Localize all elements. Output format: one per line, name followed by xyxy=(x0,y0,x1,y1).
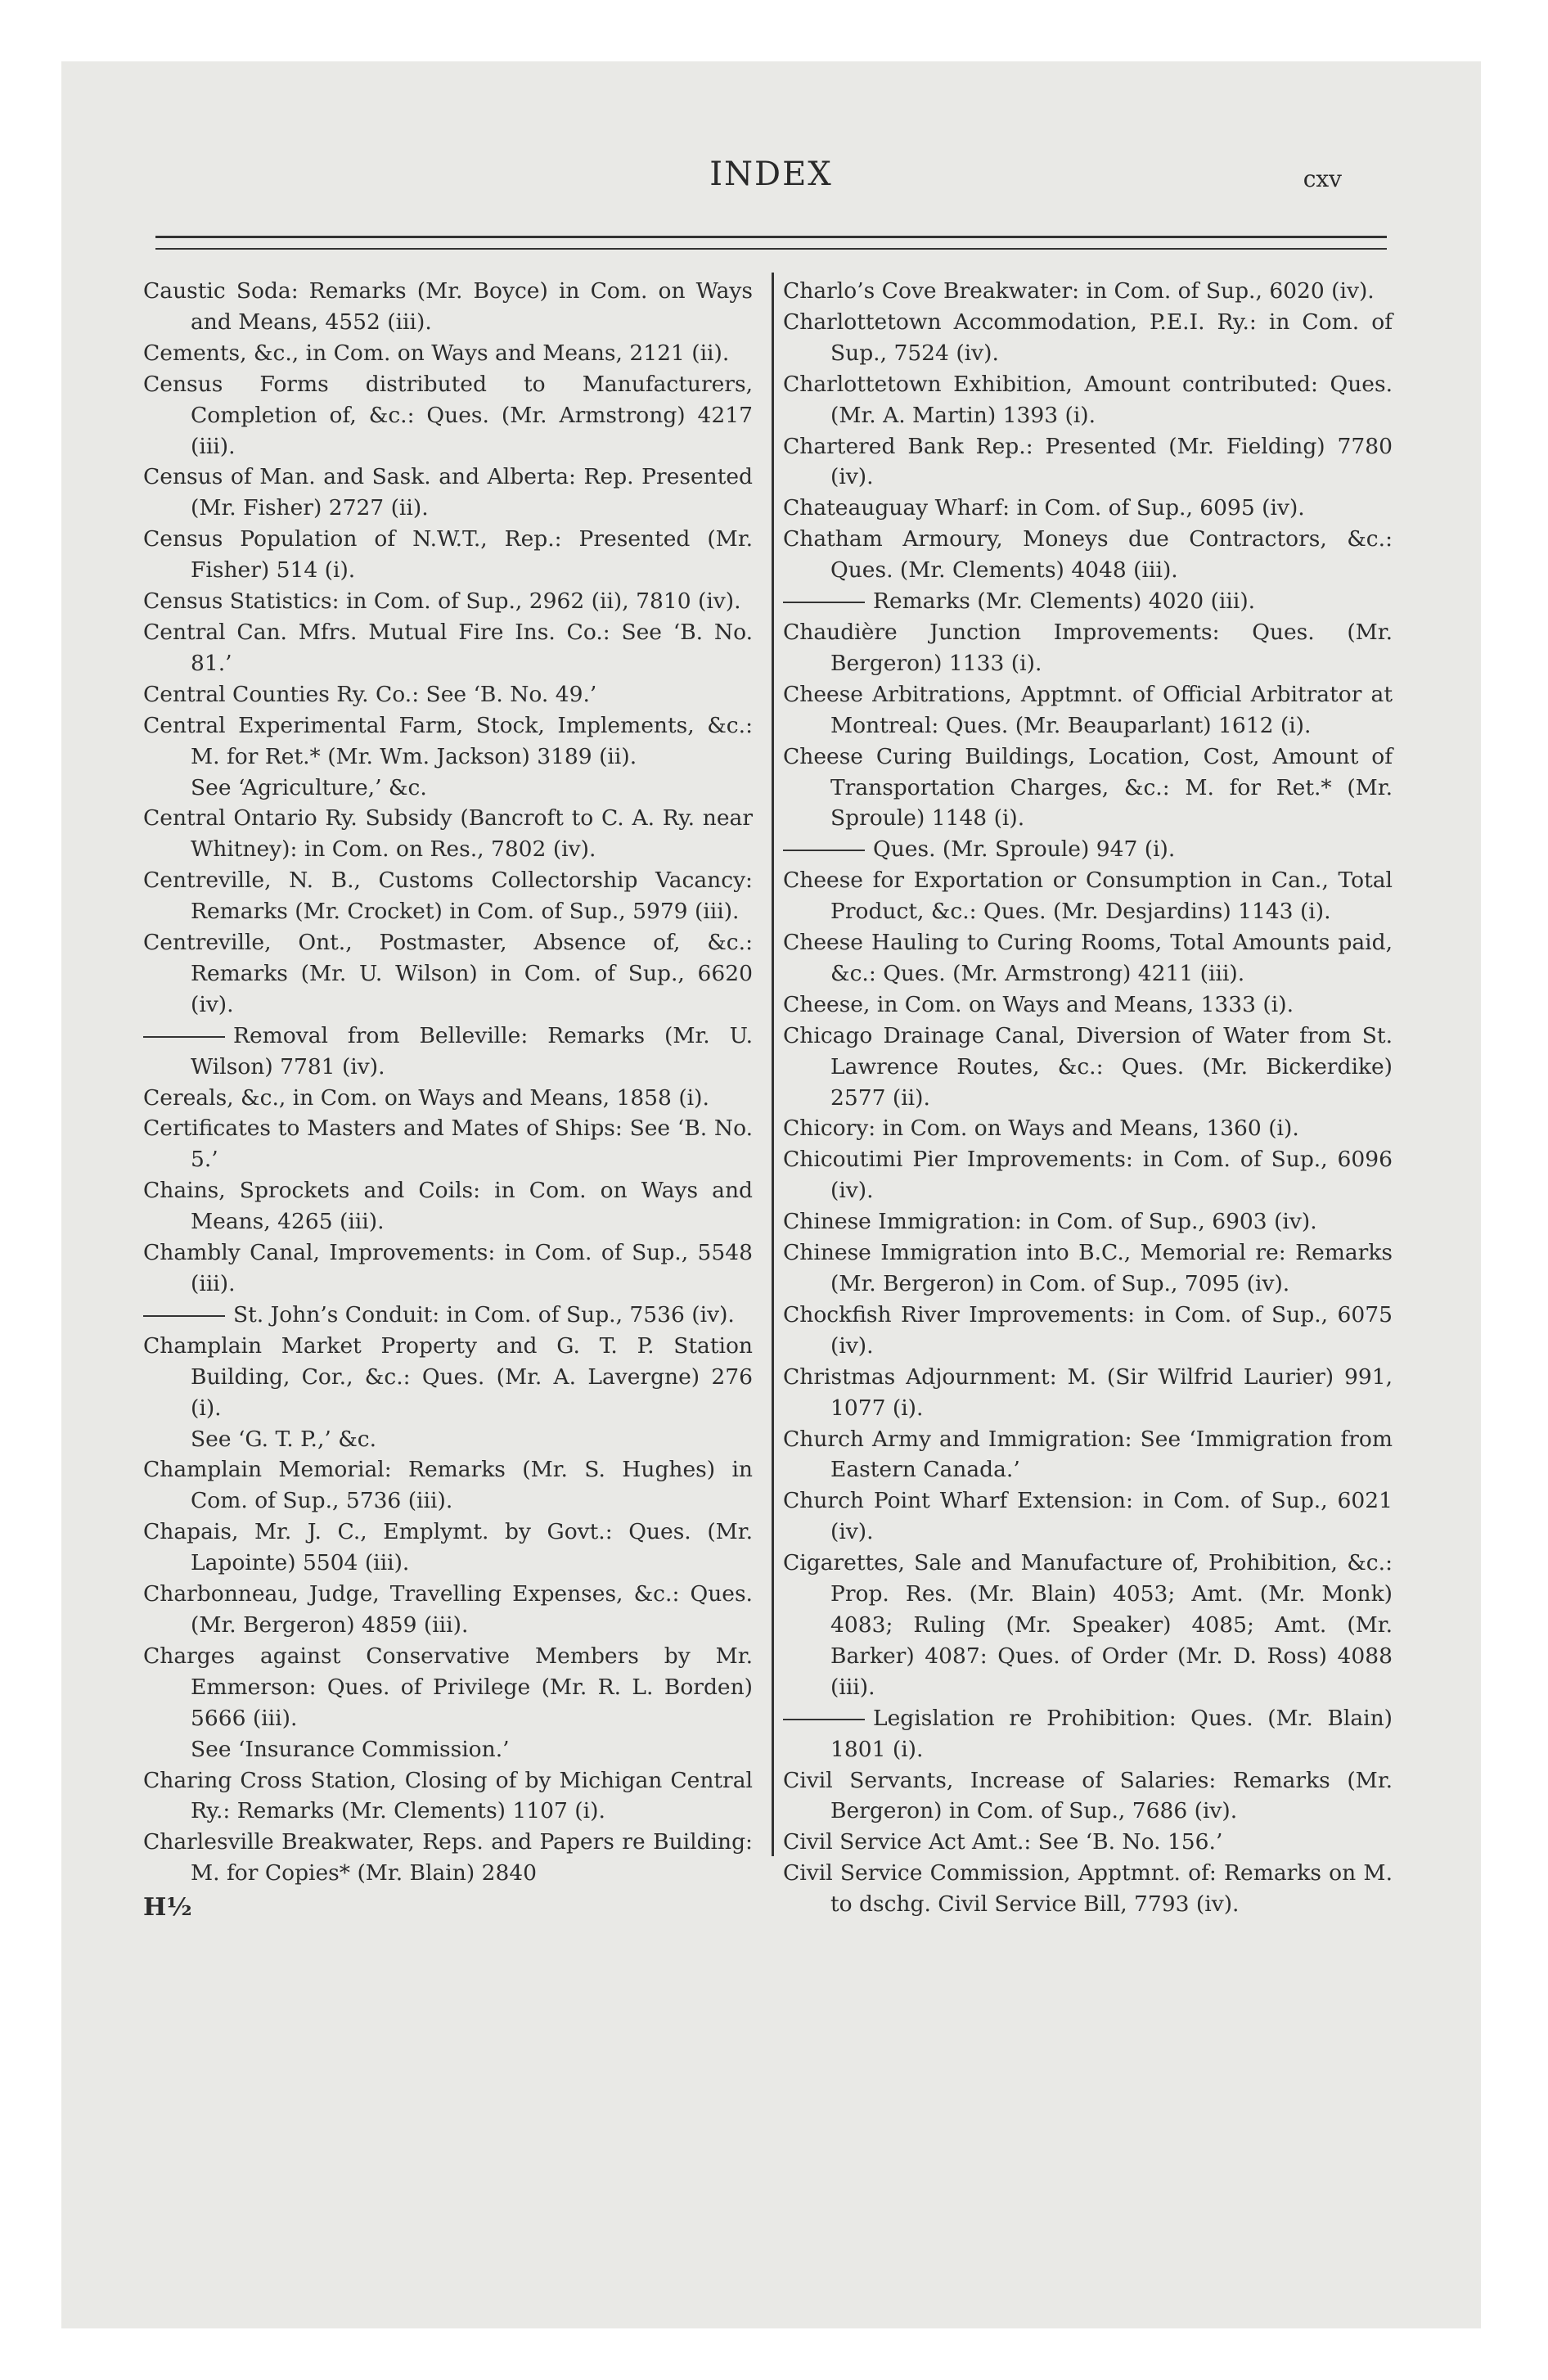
index-entry xyxy=(783,1237,1393,1300)
index-entry xyxy=(783,1113,1393,1144)
column-divider xyxy=(772,273,774,1856)
index-entry-text: Charing Cross Station, Closing of by Michigan Central Ry.: Remarks (Mr. Clements) 1107 (i). xyxy=(143,1767,753,1824)
index-entry-text: Census Statistics: in Com. of Sup., 2962 (ii), 7810 (iv). xyxy=(143,588,741,615)
index-entry-text: Chaudière Junction Improvements: Ques. (Mr. Bergeron) 1133 (i). xyxy=(783,619,1393,676)
index-entry-text: Charlottetown Accommodation, P.E.I. Ry.: in Com. of Sup., 7524 (iv). xyxy=(783,309,1393,366)
index-entry-text: Ques. (Mr. Sproule) 947 (i). xyxy=(873,836,1176,863)
index-entry-text: Central Counties Ry. Co.: See ‘B. No. 49.’ xyxy=(143,681,597,707)
index-entry-text: Church Army and Immigration: See ‘Immigration from Eastern Canada.’ xyxy=(783,1426,1393,1483)
index-entry-text: Civil Service Commission, Apptmnt. of: Remarks on M. to dschg. Civil Service Bill, 7793 (iv). xyxy=(783,1860,1393,1918)
index-entry xyxy=(783,834,1393,865)
index-entry xyxy=(783,679,1393,741)
index-entry xyxy=(783,586,1393,617)
index-entry-text: Chinese Immigration: in Com. of Sup., 6903 (iv). xyxy=(783,1209,1317,1235)
index-entry xyxy=(143,1454,753,1517)
index-entry xyxy=(143,679,753,710)
index-entry-text: Central Experimental Farm, Stock, Implements, &c.: M. for Ret.* (Mr. Wm. Jackson) 3189 (ii). xyxy=(143,712,753,769)
index-entry-text: Chapais, Mr. J. C., Emplymt. by Govt.: Ques. (Mr. Lapointe) 5504 (iii). xyxy=(143,1519,753,1576)
continuation-dash xyxy=(143,1036,225,1038)
index-entry-text: Chicory: in Com. on Ways and Means, 1360 (i). xyxy=(783,1116,1299,1142)
index-entry xyxy=(783,1300,1393,1362)
signature-mark: H½ xyxy=(143,1893,192,1922)
index-entry-text: Chinese Immigration into B.C., Memorial re: Remarks (Mr. Bergeron) in Com. of Sup., 7095 (iv). xyxy=(783,1240,1393,1296)
index-entry xyxy=(783,1703,1393,1765)
continuation-dash xyxy=(783,602,865,603)
index-entry-text: Central Ontario Ry. Subsidy (Bancroft to C. A. Ry. near Whitney): in Com. on Res., 7802 (iv). xyxy=(143,805,753,863)
index-entry-text: Chockfish River Improvements: in Com. of Sup., 6075 (iv). xyxy=(783,1301,1393,1359)
index-entry xyxy=(143,927,753,1021)
index-entry-text: Cereals, &c., in Com. on Ways and Means, 1858 (i). xyxy=(143,1084,709,1111)
index-entry-text: Chambly Canal, Improvements: in Com. of Sup., 5548 (iii). xyxy=(143,1240,753,1296)
index-entry xyxy=(783,369,1393,431)
index-entry xyxy=(143,1175,753,1237)
index-entry xyxy=(783,1485,1393,1548)
index-entry xyxy=(143,1300,753,1331)
page-header xyxy=(61,156,1481,205)
page-title: INDEX xyxy=(709,156,833,193)
page-number: cxv xyxy=(1303,165,1342,192)
index-entry-text: St. John’s Conduit: in Com. of Sup., 7536 (iv). xyxy=(233,1301,735,1327)
index-entry xyxy=(783,617,1393,679)
index-entry-text: See ‘G. T. P.,’ &c. xyxy=(191,1426,377,1452)
index-entry-text: Civil Service Act Amt.: See ‘B. No. 156.’ xyxy=(783,1829,1223,1855)
right-column xyxy=(783,276,1393,1920)
index-entry xyxy=(783,927,1393,989)
index-entry-text: Chains, Sprockets and Coils: in Com. on Ways and Means, 4265 (iii). xyxy=(143,1178,753,1235)
index-entry xyxy=(783,1858,1393,1920)
index-entry xyxy=(783,989,1393,1021)
index-entry-text: Legislation re Prohibition: Ques. (Mr. Blain) 1801 (i). xyxy=(830,1705,1393,1762)
index-entry xyxy=(783,865,1393,927)
index-entry xyxy=(143,462,753,524)
index-entry-text: Chicoutimi Pier Improvements: in Com. of Sup., 6096 (iv). xyxy=(783,1147,1393,1204)
index-entry xyxy=(783,524,1393,586)
index-entry xyxy=(783,741,1393,835)
index-entry-text: Caustic Soda: Remarks (Mr. Boyce) in Com. on Ways and Means, 4552 (iii). xyxy=(143,278,753,335)
index-entry xyxy=(143,1765,753,1828)
index-entry xyxy=(783,1021,1393,1114)
index-entry-text: Charlottetown Exhibition, Amount contributed: Ques. (Mr. A. Martin) 1393 (i). xyxy=(783,371,1393,428)
scanned-page xyxy=(61,61,1481,2328)
index-entry xyxy=(783,1827,1393,1858)
index-entry-text: Census Forms distributed to Manufacturers, Completion of, &c.: Ques. (Mr. Armstrong) 4217 (iii). xyxy=(143,371,753,459)
index-entry xyxy=(143,1827,753,1889)
index-entry-text: Cements, &c., in Com. on Ways and Means, 2121 (ii). xyxy=(143,340,730,366)
index-entry-text: Cheese Curing Buildings, Location, Cost, Amount of Transportation Charges, &c.: M. for Ret.* (Mr. Sproule) 1148 (i). xyxy=(783,743,1393,832)
index-entry xyxy=(143,524,753,586)
index-entry xyxy=(143,1331,753,1424)
index-entry xyxy=(783,1206,1393,1237)
index-entry xyxy=(143,773,753,804)
index-entry-text: Cheese, in Com. on Ways and Means, 1333 (i). xyxy=(783,991,1294,1017)
index-entry xyxy=(143,1113,753,1175)
index-entry-text: Champlain Market Property and G. T. P. Station Building, Cor., &c.: Ques. (Mr. A. Lavergne) 276 (i). xyxy=(143,1332,753,1421)
index-entry xyxy=(783,1362,1393,1424)
index-entry xyxy=(783,493,1393,524)
header-rule-bottom xyxy=(155,248,1387,250)
index-entry-text: Cheese Hauling to Curing Rooms, Total Amounts paid, &c.: Ques. (Mr. Armstrong) 4211 (iii). xyxy=(783,930,1393,986)
index-entry-text: Certificates to Masters and Mates of Ships: See ‘B. No. 5.’ xyxy=(143,1116,753,1173)
index-entry-text: Centreville, Ont., Postmaster, Absence of, &c.: Remarks (Mr. U. Wilson) in Com. of Sup., 6620 (iv). xyxy=(143,930,753,1017)
index-entry xyxy=(143,1641,753,1734)
index-entry xyxy=(783,431,1393,494)
index-entry xyxy=(143,1579,753,1641)
index-entry-text: Chateauguay Wharf: in Com. of Sup., 6095 (iv). xyxy=(783,495,1305,521)
index-entry xyxy=(783,276,1393,307)
index-entry-text: Chicago Drainage Canal, Diversion of Water from St. Lawrence Routes, &c.: Ques. (Mr. Bickerdike) 2577 (ii). xyxy=(783,1022,1393,1111)
index-entry-text: Champlain Memorial: Remarks (Mr. S. Hughes) in Com. of Sup., 5736 (iii). xyxy=(143,1457,753,1514)
index-entry-text: Civil Servants, Increase of Salaries: Remarks (Mr. Bergeron) in Com. of Sup., 7686 (iv). xyxy=(783,1767,1393,1824)
index-entry-text: Removal from Belleville: Remarks (Mr. U. Wilson) 7781 (iv). xyxy=(191,1022,753,1080)
index-entry-text: Census of Man. and Sask. and Alberta: Rep. Presented (Mr. Fisher) 2727 (ii). xyxy=(143,464,753,521)
index-entry xyxy=(143,617,753,679)
index-entry xyxy=(143,1021,753,1083)
continuation-dash xyxy=(783,850,865,851)
index-entry-text: Central Can. Mfrs. Mutual Fire Ins. Co.: See ‘B. No. 81.’ xyxy=(143,619,753,676)
index-entry xyxy=(143,1517,753,1579)
index-entry xyxy=(143,586,753,617)
index-entry xyxy=(783,1548,1393,1703)
index-entry-text: Remarks (Mr. Clements) 4020 (iii). xyxy=(873,588,1256,615)
index-entry xyxy=(143,1734,753,1765)
index-entry-text: Chatham Armoury, Moneys due Contractors, &c.: Ques. (Mr. Clements) 4048 (iii). xyxy=(783,526,1393,584)
index-entry-text: Census Population of N.W.T., Rep.: Presented (Mr. Fisher) 514 (i). xyxy=(143,526,753,584)
index-entry xyxy=(143,369,753,462)
index-entry-text: Charlesville Breakwater, Reps. and Papers re Building: M. for Copies* (Mr. Blain) 2840 xyxy=(143,1829,753,1886)
continuation-dash xyxy=(143,1315,225,1317)
index-entry-text: Charbonneau, Judge, Travelling Expenses, &c.: Ques. (Mr. Bergeron) 4859 (iii). xyxy=(143,1581,753,1638)
index-entry xyxy=(783,1424,1393,1486)
header-rule-top xyxy=(155,236,1387,238)
index-entry xyxy=(143,1237,753,1300)
index-entry-text: See ‘Agriculture,’ &c. xyxy=(191,774,427,800)
index-entry xyxy=(143,1424,753,1455)
continuation-dash xyxy=(783,1719,865,1720)
index-entry-text: See ‘Insurance Commission.’ xyxy=(191,1736,510,1762)
index-entry-text: Centreville, N. B., Customs Collectorship Vacancy: Remarks (Mr. Crocket) in Com. of Sup., 5979 (iii). xyxy=(143,868,753,925)
index-entry-text: Cigarettes, Sale and Manufacture of, Prohibition, &c.: Prop. Res. (Mr. Blain) 4053; Amt. (Mr. Monk) 4083; Ruling (Mr. Speaker) 4085; Amt. (Mr. Barker) 4087: Ques. of Order (Mr. D. Ross) 4088 (iii). xyxy=(783,1550,1393,1700)
index-entry-text: Church Point Wharf Extension: in Com. of Sup., 6021 (iv). xyxy=(783,1488,1393,1545)
index-entry-text: Chartered Bank Rep.: Presented (Mr. Fielding) 7780 (iv). xyxy=(783,433,1393,490)
index-entry xyxy=(783,1765,1393,1828)
index-entry xyxy=(783,1144,1393,1206)
index-entry xyxy=(143,803,753,865)
index-entry-text: Charlo’s Cove Breakwater: in Com. of Sup., 6020 (iv). xyxy=(783,278,1375,304)
index-entry xyxy=(143,338,753,369)
index-entry-text: Cheese Arbitrations, Apptmnt. of Official Arbitrator at Montreal: Ques. (Mr. Beauparlant) 1612 (i). xyxy=(783,681,1393,738)
index-entry-text: Charges against Conservative Members by Mr. Emmerson: Ques. of Privilege (Mr. R. L. Borden) 5666 (iii). xyxy=(143,1643,753,1731)
index-entry xyxy=(143,865,753,927)
index-entry xyxy=(143,1083,753,1114)
index-entry-text: Christmas Adjournment: M. (Sir Wilfrid Laurier) 991, 1077 (i). xyxy=(783,1364,1393,1421)
index-entry xyxy=(783,307,1393,369)
index-entry xyxy=(143,276,753,338)
index-entry-text: Cheese for Exportation or Consumption in Can., Total Product, &c.: Ques. (Mr. Desjardins) 1143 (i). xyxy=(783,868,1393,925)
index-entry xyxy=(143,710,753,773)
left-column xyxy=(143,276,753,1923)
